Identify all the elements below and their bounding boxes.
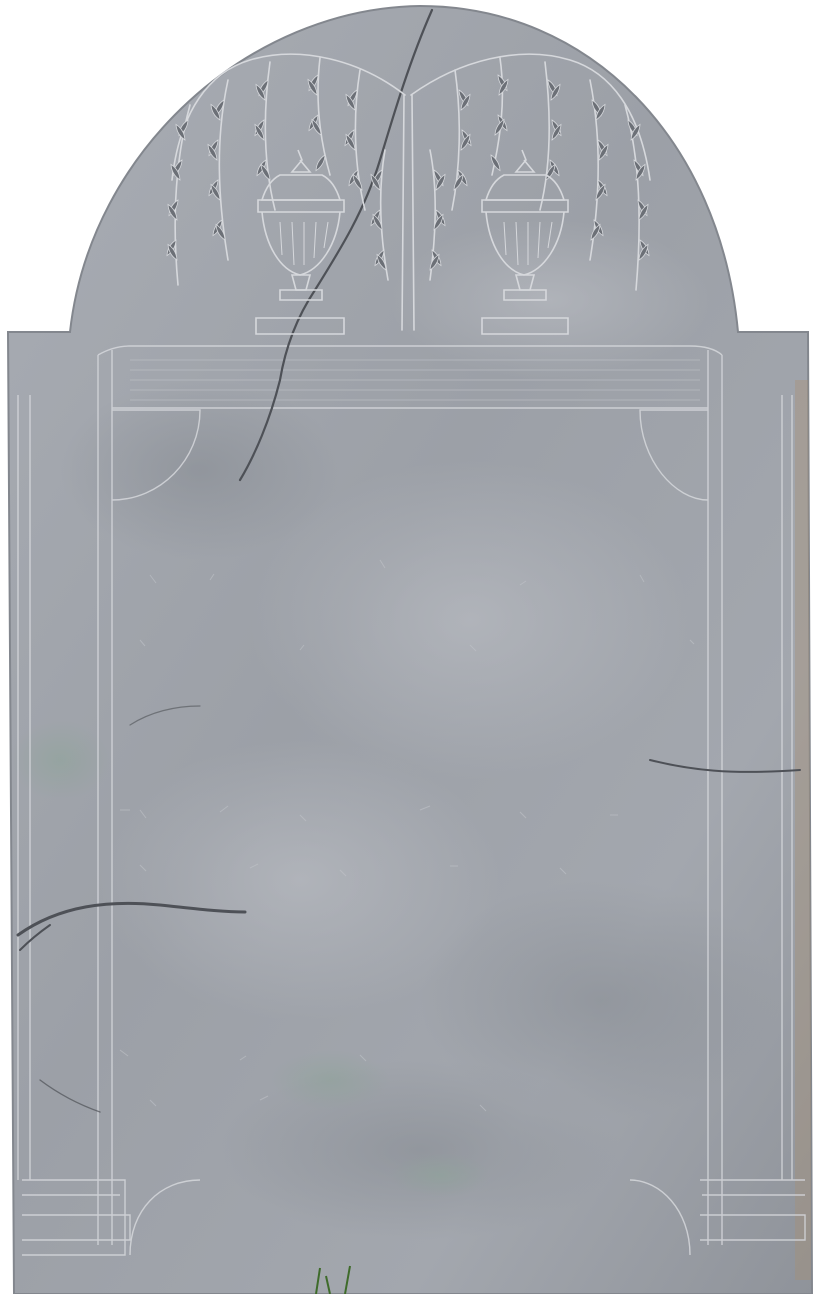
rust-edge	[795, 380, 811, 1280]
lichen-patch	[10, 720, 110, 800]
